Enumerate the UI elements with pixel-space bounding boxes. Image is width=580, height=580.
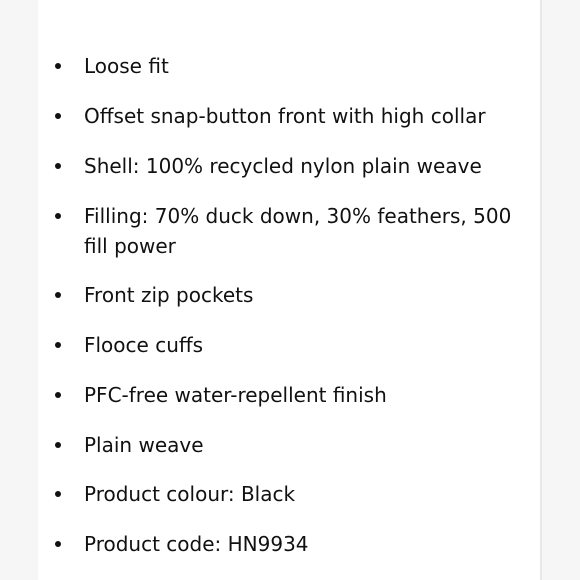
feature-text: Flooce cuffs: [84, 333, 204, 357]
feature-text: PFC-free water-repellent finish: [84, 383, 387, 407]
panel-divider: [540, 0, 542, 580]
bullet-icon: [55, 442, 61, 448]
bullet-icon: [55, 163, 61, 169]
bullet-icon: [55, 491, 61, 497]
feature-text: Offset snap-button front with high collar: [84, 104, 486, 128]
feature-text: Plain weave: [84, 433, 204, 457]
feature-text: Product code: HN9934: [84, 532, 309, 556]
feature-text: Loose fit: [84, 54, 169, 78]
bullet-icon: [55, 63, 61, 69]
feature-text: Shell: 100% recycled nylon plain weave: [84, 154, 482, 178]
bullet-icon: [55, 541, 61, 547]
bullet-icon: [55, 392, 61, 398]
feature-text: Product colour: Black: [84, 482, 296, 506]
bullet-icon: [55, 342, 61, 348]
feature-text: Filling: 70% duck down, 30% feathers, 500 fill power: [84, 204, 512, 258]
bullet-icon: [55, 292, 61, 298]
bullet-icon: [55, 213, 61, 219]
feature-text: Front zip pockets: [84, 283, 254, 307]
bullet-icon: [55, 113, 61, 119]
